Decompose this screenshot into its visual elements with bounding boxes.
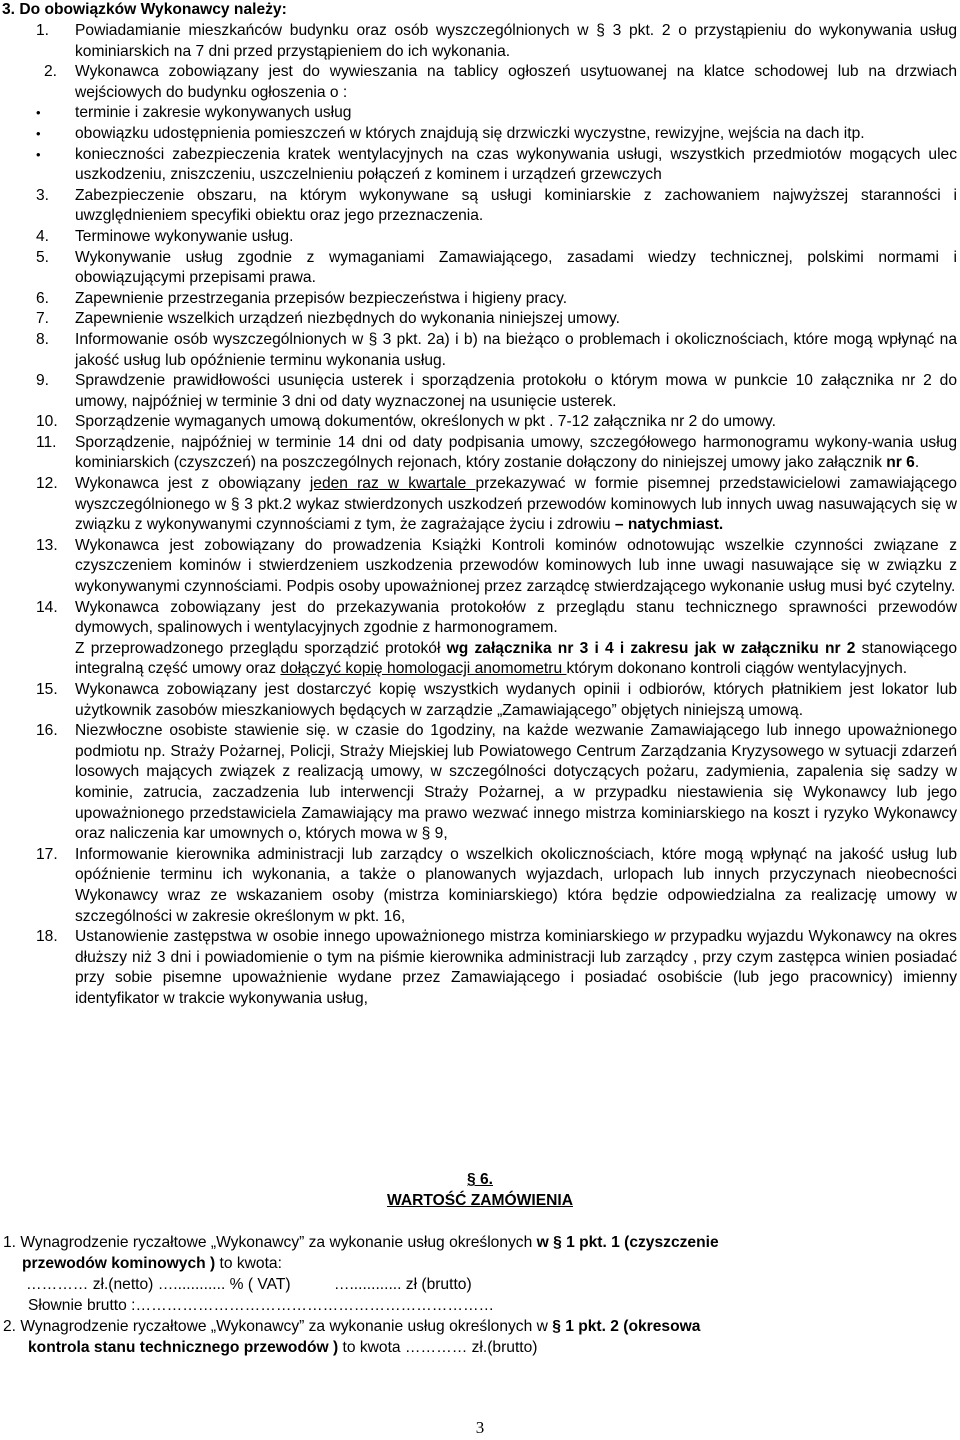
italic-word: w bbox=[654, 928, 666, 946]
list-item bbox=[0, 227, 957, 248]
list-item bbox=[0, 536, 957, 598]
item-text: Terminowe wykonywanie usług. bbox=[75, 227, 294, 245]
item-text: Zapewnienie wszelkich urządzeń niezbędnych do wykonania niniejszej umowy. bbox=[75, 310, 620, 328]
item-number: 13. bbox=[36, 536, 58, 554]
list-item bbox=[0, 309, 957, 330]
item-text: Informowanie osób wyszczególnionych w § 3 pkt. 2a) i b) na bieżąco o problemach i okolicznościach, które mogą wpłynąć na jakość usług lub opóźnienie terminu wykonania usług. bbox=[75, 330, 957, 369]
wage-2-line-1 bbox=[3, 1317, 700, 1338]
item-text: Wykonywanie usług zgodnie z wymaganiami Zamawiającego, zasadami wiedzy technicznej, polskimi normami i obowiązującymi przepisami prawa. bbox=[75, 248, 957, 287]
wage-2-text: 2. Wynagrodzenie ryczałtowe „Wykonawcy” za wykonanie usług określonych w bbox=[3, 1318, 553, 1335]
list-item bbox=[0, 474, 957, 536]
list-item bbox=[0, 371, 957, 412]
duties-list bbox=[0, 21, 957, 1010]
list-item bbox=[0, 433, 957, 474]
wage-1-amounts: ………… zł.(netto) …............ % ( VAT) …............ zł (brutto) bbox=[26, 1276, 472, 1293]
wage-2-line-2 bbox=[28, 1338, 537, 1359]
item-number: 4. bbox=[36, 227, 50, 245]
wage-1-amount-label: to kwota: bbox=[215, 1255, 282, 1272]
item-text: Sporządzenie wymaganych umową dokumentów, określonych w pkt . 7-12 załącznika nr 2 do umowy. bbox=[75, 413, 776, 431]
item-number: 2. bbox=[44, 63, 58, 81]
item-text: Wykonawca zobowiązany jest do wywieszania na tablicy ogłoszeń usytuowanej na klatce schodowej lub na drzwiach wejściowych do budynku ogłoszenia o : bbox=[75, 63, 957, 101]
section-number bbox=[0, 1170, 960, 1191]
item-text: Zapewnienie przestrzegania przepisów bezpieczeństwa i higieny pracy. bbox=[75, 289, 568, 307]
item-number: 9. bbox=[36, 372, 50, 390]
list-item bbox=[0, 598, 957, 680]
item-text-2: Z przeprowadzonego przeglądu sporządzić protokół bbox=[75, 639, 447, 657]
wage-1-ref-cont: przewodów kominowych ) bbox=[22, 1255, 216, 1272]
item-number: 15. bbox=[36, 681, 58, 698]
item-number: 1. bbox=[36, 22, 50, 39]
page-number: 3 bbox=[475, 1418, 485, 1437]
section-number-text: § 6. bbox=[466, 1171, 493, 1188]
section-title-text: WARTOŚĆ ZAMÓWIENIA bbox=[387, 1192, 573, 1209]
item-text: Zabezpieczenie obszaru, na którym wykonywane są usługi kominiarskie z zachowaniem najwyższej staranności i uwzględnieniem specyfiki obiektu oraz jego przeznaczenia. bbox=[75, 186, 957, 225]
wage-2-amount: to kwota ………… zł.(brutto) bbox=[338, 1339, 538, 1356]
list-item bbox=[0, 721, 957, 845]
list-item bbox=[0, 927, 957, 1009]
bold-phrase: – natychmiast. bbox=[614, 516, 724, 534]
item-text: Wykonawca jest z obowiązany bbox=[75, 475, 310, 493]
item-text: Informowanie kierownika administracji lub zarządcy o wszelkich okolicznościach, które mogą wpłynąć na jakość usług lub opóźnienie terminu ich wykonania, a także o planowanych wyjazdach, urlopach lub innych przyczynach nieobecności Wykonawcy wraz ze wskazaniem osoby (mistrza kominiarskiego) która będzie odpowiedzialna za realizację umowy w szczególności w zakresie określonym w pkt. 16, bbox=[75, 845, 957, 925]
section-heading: 3. Do obowiązków Wykonawcy należy: bbox=[2, 1, 287, 18]
list-item bbox=[0, 62, 957, 103]
item-text: Wykonawca jest zobowiązany do prowadzenia Książki Kontroli kominów odnotowując wszelkie czynności związane z czyszczeniem kominów i stwierdzeniem uszkodzenia przewodów kominowych lub inne uwagi nasuwające się w związku z wykonywanymi czynnościami. Podpis osoby upoważnionej przez zarządcę stwierdzającego wykonanie usług musi być czytelny. bbox=[75, 536, 957, 596]
item-number: 7. bbox=[36, 310, 50, 328]
item-number: 5. bbox=[36, 248, 50, 266]
wage-1-text: 1. Wynagrodzenie ryczałtowe „Wykonawcy” za wykonanie usług określonych bbox=[3, 1234, 537, 1251]
list-item bbox=[0, 680, 957, 721]
item-text: Wykonawca zobowiązany jest dostarczyć kopię wszystkich wydanych opinii i odbiorów, których płatnikiem jest lokator lub użytkownik zasobów mieszkaniowych będących w zarządzie „Zamawiającego” objętych niniejszą umową. bbox=[75, 681, 957, 719]
item-number: 14. bbox=[36, 598, 58, 616]
wage-1-line-1 bbox=[3, 1233, 719, 1254]
item-text-cont: przypadku wyjazdu Wykonawcy na okres dłuższy niż 3 dni i powiadomienie o tym na piśmie kierownika administracji lub zarządcy , przy czym zastępca winien posiadać przy sobie pisemne upoważnienie wydane przez Zamawiającego i posiadać osobiście (lub jego pracownicy) imienny identyfikator w trakcie wykonywania usług, bbox=[75, 928, 957, 1007]
underlined-phrase: jeden raz w kwartale bbox=[309, 475, 476, 493]
wage-2-ref-cont: kontrola stanu technicznego przewodów ) bbox=[28, 1339, 339, 1356]
item-number: 16. bbox=[36, 722, 58, 740]
wage-1-ref: w § 1 pkt. 1 (czyszczenie bbox=[536, 1234, 719, 1251]
list-item bbox=[0, 186, 957, 227]
item-text-cont: stanowiącego integralną część umowy oraz bbox=[75, 639, 958, 678]
item-number: 6. bbox=[36, 289, 50, 307]
item-number: 11. bbox=[36, 433, 57, 451]
bold-phrase: wg załącznika nr 3 i 4 i zakresu jak w załączniku nr 2 bbox=[446, 639, 856, 657]
list-item bbox=[0, 330, 957, 371]
section-title bbox=[0, 1191, 960, 1212]
item-text: Niezwłoczne osobiste stawienie się. w czasie do 1godziny, na każde wezwanie Zamawiającego lub innego upoważnionego podmiotu np. Straży Pożarnej, Policji, Straży Miejskiej lub Powiatowego Centrum Zarządzania Kryzysowego w sytuacji zdarzeń losowych mających związek z realizacją umowy, w szczególności dotyczących pożaru, zadymienia, zapalenia się sadzy w kominie, zatrucia, zaczadzenia lub interwencji Straży Pożarnej, a w przypadku niestawienia się Wykonawcy lub jego upoważnionego przedstawiciela Zamawiający ma prawo wezwać innego mistrza kominiarskiego na koszt i ryzyko Wykonawcy oraz naliczenia kar umownych o, których mowa w § 9, bbox=[75, 722, 957, 843]
item-number: 17. bbox=[36, 845, 58, 863]
item-number: 12. bbox=[36, 475, 58, 493]
underlined-phrase: dołączyć kopię homologacji anomometru bbox=[280, 660, 567, 678]
list-item bbox=[0, 845, 957, 927]
item-text: Sprawdzenie prawidłowości usunięcia usterek i sporządzenia protokołu o którym mowa w punkcie 10 załącznika nr 2 do umowy, najpóźniej w terminie 3 dni od daty wyznaczonej na usunięcie usterek. bbox=[75, 372, 957, 410]
bullet-item: • konieczności zabezpieczenia kratek wentylacyjnych na czas wykonywania usługi, wszystkich przedmiotów mogących ulec uszkodzeniu, zniszczeniu, uszczelnieniu połączeń z kominem i urządzeń grzewczych bbox=[0, 145, 957, 186]
item-text: Powiadamianie mieszkańców budynku oraz osób wyszczególnionych w § 3 pkt. 2 o przystąpieniu do wykonywania usług kominiarskich na 7 dni przed przystąpieniem do ich wykonania. bbox=[75, 22, 957, 60]
list-item bbox=[0, 248, 957, 289]
item-text: Sporządzenie, najpóźniej w terminie 14 dni od daty podpisania umowy, szczegółowego harmonogramu wykony-wania usług kominiarskich (czyszczeń) na poszczególnych rejonach, który zostanie dołączony do niniejszej umowy jako załącznik bbox=[75, 433, 957, 472]
item-number: 3. bbox=[36, 186, 50, 204]
item-number: 10. bbox=[36, 413, 58, 431]
attachment-ref: nr 6 bbox=[886, 454, 915, 472]
item-number: 8. bbox=[36, 330, 50, 348]
item-text-end: którym dokonano kontroli ciągów wentylacyjnych. bbox=[566, 660, 908, 678]
wage-1-line-2 bbox=[22, 1254, 282, 1275]
item-text-cont: przekazywać w formie pisemnej przedstawicielowi zamawiającego wyszczególnionego w § 3 pkt.2 wykaz stwierdzonych uszkodzeń przewodów kominowych lub innych uwag nasuwających się w związku z wykonywanymi czynnościami z tym, że zagrażające życiu i zdrowiu bbox=[75, 475, 957, 534]
item-text: Wykonawca zobowiązany jest do przekazywania protokołów z przeglądu stanu technicznego sprawności przewodów dymowych, spalinowych i wentylacyjnych zgodnie z harmonogramem. bbox=[75, 598, 957, 637]
bullet-item: • terminie i zakresie wykonywanych usług bbox=[0, 103, 957, 124]
wage-2-ref: § 1 pkt. 2 (okresowa bbox=[552, 1318, 701, 1335]
bullet-item: • obowiązku udostępnienia pomieszczeń w których znajdują się drzwiczki wyczystne, rewizyjne, wejścia na dach itp. bbox=[0, 124, 957, 145]
list-item bbox=[0, 289, 957, 310]
list-item bbox=[0, 21, 957, 62]
item-number: 18. bbox=[36, 928, 58, 946]
list-item bbox=[0, 412, 957, 433]
wage-1-in-words: Słownie brutto :…………………………………………………………… bbox=[28, 1297, 495, 1314]
item-text: Ustanowienie zastępstwa w osobie innego upoważnionego mistrza kominiarskiego bbox=[75, 928, 654, 946]
item-text-end: . bbox=[914, 454, 920, 472]
